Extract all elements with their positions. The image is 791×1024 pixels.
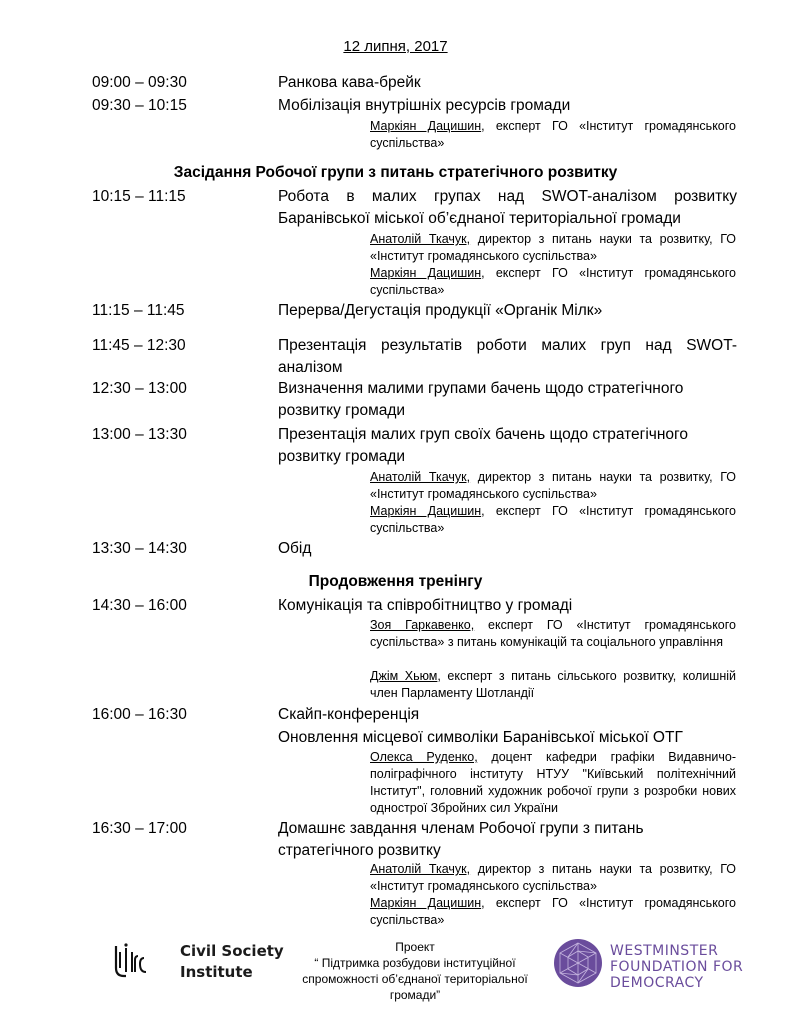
session-title: Перерва/Дегустація продукції «Органік Мілк» — [278, 302, 603, 319]
time-slot: 11:45 – 12:30 — [92, 337, 186, 354]
session-title: Презентація результатів роботи малих груп над SWOT-аналізом — [278, 337, 737, 376]
time-slot: 12:30 – 13:00 — [92, 380, 187, 397]
speaker-name: Анатолій Ткачук, — [370, 232, 471, 246]
session-title: Оновлення місцевої символіки Баранівської міської ОТГ — [278, 729, 683, 746]
project-caption-text: Проект “ Підтримка розбудови інституційної спроможності об’єднаної територіальної громади” — [302, 940, 528, 1002]
session-title: Визначення малими групами бачень щодо стратегічного розвитку громади — [278, 380, 684, 419]
speaker-name: Анатолій Ткачук, — [370, 470, 471, 484]
time-slot: 13:30 – 14:30 — [92, 540, 187, 557]
speaker-role: , експерт ГО «Інститут громадянського суспільства» — [370, 119, 736, 150]
session-title: Обід — [278, 540, 312, 557]
speaker-block — [370, 895, 736, 929]
speaker-block — [370, 861, 736, 895]
speaker-block — [370, 265, 736, 299]
session-title: Скайп-конференція — [278, 706, 420, 723]
speaker-role: директор з питань науки та розвитку, ГО «Інститут громадянського суспільства» — [370, 862, 736, 893]
speaker-name: Зоя Гаркавенко, — [370, 618, 475, 632]
speaker-name: Джім Хьюм — [370, 669, 438, 683]
time-slot: 09:00 – 09:30 — [92, 74, 187, 91]
time-slot: 10:15 – 11:15 — [92, 188, 186, 205]
speaker-block — [370, 469, 736, 503]
time-slot: 09:30 – 10:15 — [92, 97, 187, 114]
speaker-name: Маркіян Дацишин — [370, 266, 482, 280]
wfd-logo-text-3: DEMOCRACY — [610, 975, 704, 991]
wfd-logo-text-1: WESTMINSTER — [610, 943, 719, 959]
speaker-role: , експерт з питань сільського розвитку, колишній член Парламенту Шотландії — [370, 669, 736, 700]
speaker-role: директор з питань науки та розвитку, ГО «Інститут громадянського суспільства» — [370, 470, 736, 501]
session-title: Презентація малих груп своїх бачень щодо стратегічного розвитку громади — [278, 426, 688, 465]
speaker-role: експерт ГО «Інститут громадянського суспільства» з питань комунікацій та соціального управління — [370, 618, 736, 649]
csi-logo-text-1: Civil Society — [180, 942, 284, 960]
speaker-role: , експерт ГО «Інститут громадянського суспільства» — [370, 896, 736, 927]
time-slot: 13:00 – 13:30 — [92, 426, 187, 443]
time-slot: 16:00 – 16:30 — [92, 706, 187, 723]
section-heading: Продовження тренінгу — [308, 573, 483, 590]
session-title: Мобілізація внутрішніх ресурсів громади — [278, 97, 571, 114]
section-heading: Засідання Робочої групи з питань стратегічного розвитку — [173, 164, 618, 181]
speaker-role: , експерт ГО «Інститут громадянського суспільства» — [370, 266, 736, 297]
time-slot: 16:30 – 17:00 — [92, 820, 187, 837]
speaker-name: Олекса Руденко, — [370, 750, 478, 764]
speaker-block — [370, 668, 736, 702]
project-caption — [280, 939, 550, 1003]
speaker-name: Маркіян Дацишин — [370, 896, 482, 910]
wfd-logo-icon — [552, 937, 604, 989]
wfd-logo-text-2: FOUNDATION FOR — [610, 959, 744, 975]
speaker-block — [370, 231, 736, 265]
speaker-name: Маркіян Дацишин — [370, 119, 482, 133]
speaker-role: , експерт ГО «Інститут громадянського суспільства» — [370, 504, 736, 535]
session-title: Домашнє завдання членам Робочої групи з питань стратегічного розвитку — [278, 820, 644, 859]
speaker-block — [370, 118, 736, 152]
csi-logo-text-2: Institute — [180, 963, 253, 981]
speaker-name: Анатолій Ткачук, — [370, 862, 471, 876]
time-slot: 11:15 – 11:45 — [92, 302, 185, 319]
document-date: 12 липня, 2017 — [343, 38, 448, 55]
time-slot: 14:30 – 16:00 — [92, 597, 187, 614]
csi-logo-icon — [110, 942, 158, 982]
speaker-name: Маркіян Дацишин — [370, 504, 482, 518]
speaker-block — [370, 749, 736, 817]
speaker-role: доцент кафедри графіки Видавничо-поліграфічного інституту НТУУ "Київський політехнічний Інститут", головний художник робочої групи з розробки нових однострої Збройних сил України — [370, 750, 736, 815]
speaker-block — [370, 503, 736, 537]
session-title: Комунікація та співробітництво у громаді — [278, 597, 573, 614]
session-title: Ранкова кава-брейк — [278, 74, 421, 91]
session-title: Робота в малих групах над SWOT-аналізом розвитку Баранівської міської об’єднаної територіальної громади — [278, 188, 737, 227]
speaker-role: директор з питань науки та розвитку, ГО «Інститут громадянського суспільства» — [370, 232, 736, 263]
speaker-block — [370, 617, 736, 651]
